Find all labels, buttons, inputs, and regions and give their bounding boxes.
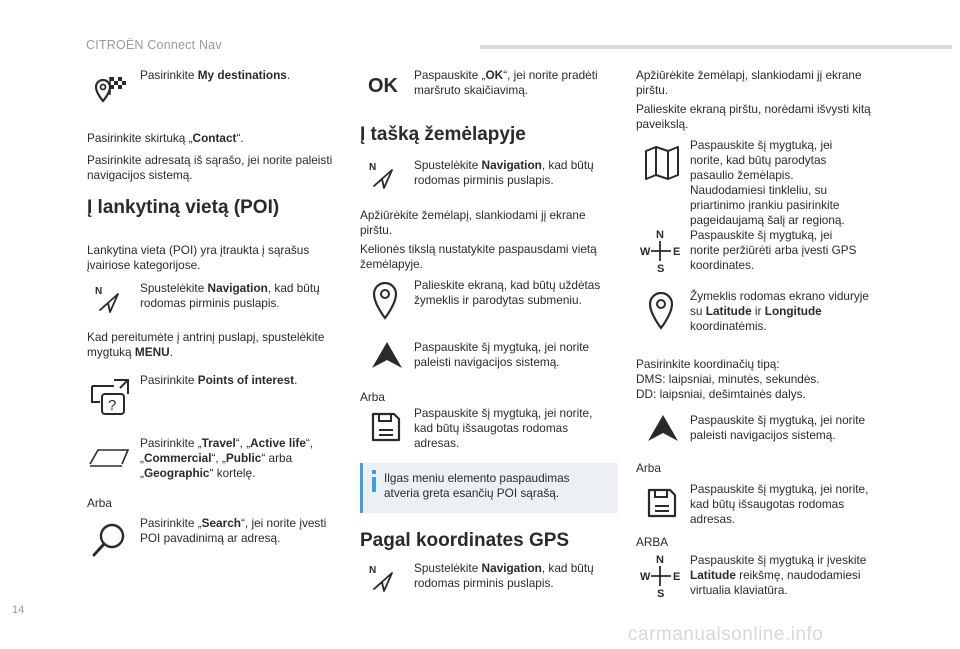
save-floppy-icon [370,411,402,443]
ok-button-icon: OK [368,75,398,97]
my-destinations-text: Pasirinkite My destinations. [140,68,291,82]
gps-heading: Pagal koordinates GPS [360,530,570,551]
svg-text:?: ? [108,397,117,414]
search-magnifier-icon [90,521,128,559]
search-text: Pasirinkite „Search“, jei norite įvesti POI pavadinimą ar adresą. [140,516,327,545]
arba-text-3: Arba [636,461,661,475]
category-tabs-text: Pasirinkite „Travel“, „Active life“, „Commercial“, „Public“ arba „Geographic“ kortelę. [140,436,314,480]
navigation-arrow-icon [94,284,124,314]
nav-text-3: Spustelėkite Navigation, kad būtų rodomas pirminis puslapis. [414,561,594,590]
header-title: CITROËN Connect Nav [86,38,222,52]
compass-n-label: N [656,229,664,241]
coord-type-text: Pasirinkite koordinačių tipą: DMS: laipsniai, minutės, sekundės. DD: laipsniai, dešimtainės dalys. [636,357,820,401]
svg-text:N: N [95,286,103,297]
save-address-text: Paspauskite šį mygtuką, jei norite, kad būtų išsaugotas rodomas adresas. [414,406,593,450]
start-nav-text-2: Paspauskite šį mygtuką, jei norite paleisti navigacijos sistemą. [690,413,866,442]
pick-address-text: Pasirinkite adresatą iš sąrašo, jei norite paleisti navigacijos sistemą. [87,153,333,182]
gps-compass-icon [640,553,682,599]
save-floppy-icon [646,487,678,519]
arba-text-1: Arba [87,496,112,510]
save-address-text-2: Paspauskite šį mygtuką, jei norite, kad būtų išsaugotas rodomas adresas. [690,482,869,526]
browse-map-text-2: Apžiūrėkite žemėlapį, slankiodami jį ekrane pirštu. [636,68,862,97]
contact-text: Pasirinkite skirtuką „Contact“. [87,131,244,145]
compass-s-label: S [657,588,665,599]
set-destination-text: Kelionės tikslą nustatykite paspausdami vietą žemėlapyje. [360,242,597,271]
start-nav-text: Paspauskite šį mygtuką, jei norite paleisti navigacijos sistemą. [414,340,590,369]
poi-intro-text: Lankytina vieta (POI) yra įtraukta į sąrašus įvairiose kategorijose. [87,243,310,272]
navigation-arrow-icon [368,160,398,190]
navigation-arrow-icon [368,563,398,593]
start-navigation-arrow-icon [370,340,404,370]
info-icon [369,470,379,492]
marker-text: Palieskite ekraną, kad būtų uždėtas žymeklis ir parodytas submeniu. [414,278,601,307]
category-tab-icon [88,446,130,468]
nav-text-1: Spustelėkite Navigation, kad būtų rodomas pirminis puslapis. [140,281,320,310]
touch-screen-text: Palieskite ekraną pirštu, norėdami išvysti kitą paveikslą. [636,102,871,131]
gps-compass-icon [640,228,682,274]
ok-text: Paspauskite „OK“, jei norite pradėti maršruto skaičiavimą. [414,68,598,97]
header-bar [480,45,952,49]
compass-n-label: N [656,554,664,566]
map-point-heading: Į tašką žemėlapyje [360,124,526,145]
page-number: 14 [12,604,25,616]
svg-text:N: N [369,565,377,576]
poi-list-icon [90,376,130,416]
compass-w-label: W [640,571,651,583]
start-navigation-arrow-icon [646,413,680,443]
points-of-interest-text: Pasirinkite Points of interest. [140,373,298,387]
svg-text:N: N [369,162,377,173]
nav-text-2: Spustelėkite Navigation, kad būtų rodomas pirminis puslapis. [414,158,594,187]
menu-text: Kad pereitumėte į antrinį puslapį, spustelėkite mygtuką MENU. [87,330,325,359]
browse-map-text: Apžiūrėkite žemėlapį, slankiodami jį ekrane pirštu. [360,208,586,237]
compass-s-label: S [657,263,665,274]
compass-w-label: W [640,246,651,258]
arba-text-4: ARBA [636,535,669,549]
compass-e-label: E [673,571,681,583]
map-pin-icon [648,292,674,330]
compass-e-label: E [673,246,681,258]
world-map-icon [644,145,680,181]
world-map-text: Paspauskite šį mygtuką, jei norite, kad būtų parodytas pasaulio žemėlapis. Naudodamiesi tinkleliu, su priartinimo įrankiu pasirinkite pageidaujamą šalį ar regioną. [690,138,845,227]
poi-heading: Į lankytiną vietą (POI) [87,197,280,218]
latitude-entry-text: Paspauskite šį mygtuką ir įveskite Latitude reikšmę, naudodamiesi virtualia klaviatūra. [690,553,867,597]
map-pin-icon [372,282,398,320]
info-note-text: Ilgas meniu elemento paspaudimas atveria greta esančių POI sąrašą. [384,471,570,500]
map-pin-flag-icon [88,75,128,109]
gps-coords-text: Paspauskite šį mygtuką, jei norite peržiūrėti arba įvesti GPS koordinates. [690,228,857,272]
watermark: carmanualsonline.info [628,624,824,645]
center-marker-text: Žymeklis rodomas ekrano viduryje su Latitude ir Longitude koordinatėmis. [690,289,869,333]
arba-text-2: Arba [360,390,385,404]
